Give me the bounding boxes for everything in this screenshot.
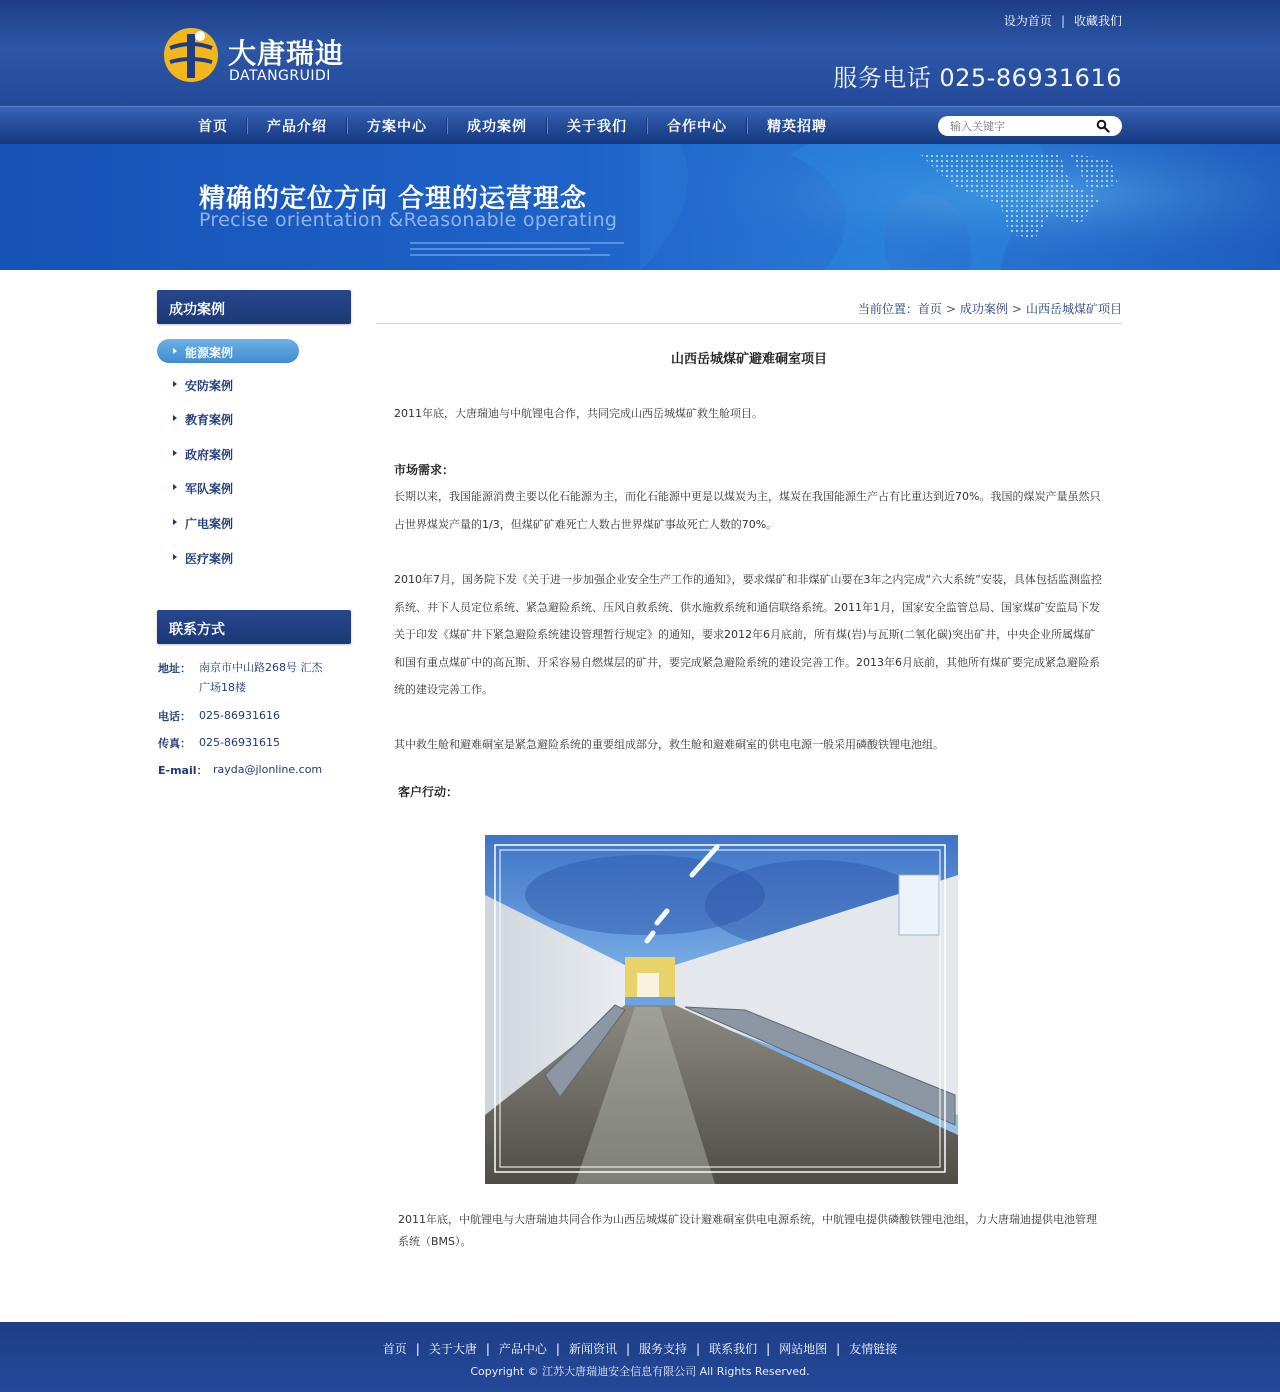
address-label: 地址： (158, 662, 191, 675)
logo-mark-icon (162, 26, 220, 84)
category-label: 军队案例 (185, 482, 234, 496)
arrow-right-icon (173, 484, 177, 490)
category-item-military[interactable] (157, 475, 299, 499)
breadcrumb-home-link[interactable]: 首页 (917, 302, 942, 316)
fax-label: 传真： (158, 737, 191, 750)
contact-panel-title: 联系方式 (169, 622, 225, 638)
cases-panel-header (157, 290, 351, 324)
category-label: 医疗案例 (185, 552, 234, 566)
article-intro: 2011年底，大唐瑞迪与中航锂电合作，共同完成山西岳城煤矿救生舱项目。 (394, 407, 763, 420)
hero-banner (0, 144, 1280, 270)
arrow-right-icon (173, 415, 177, 421)
address-line2: 广场18楼 (199, 681, 246, 694)
phone-value: 025-86931616 (199, 709, 280, 722)
banner-subtitle: Precise orientation &Reasonable operating (199, 209, 618, 231)
footer-link-friends[interactable]: 友情链接 (849, 1342, 898, 1356)
market-paragraph-1: 长期以来，我国能源消费主要以化石能源为主，而化石能源中更是以煤炭为主，煤炭在我国能源生产占有比重达到近70%。我国的煤炭产量虽然只占世界煤炭产量的1/3，但煤矿矿难死亡人数占世界煤矿事故死亡人数的70%。 (394, 490, 1101, 531)
decorative-dot-pattern (410, 240, 624, 264)
logo-chinese-name: 大唐瑞迪 (228, 37, 345, 70)
footer-link-sitemap[interactable]: 网站地图 (779, 1342, 828, 1356)
footer-link-contact[interactable]: 联系我们 (709, 1342, 758, 1356)
site-header (0, 0, 1280, 106)
action-heading: 客户行动： (398, 785, 459, 799)
chevron-right-icon: > (1011, 302, 1022, 316)
divider: | (766, 1342, 771, 1356)
address-line1: 南京市中山路268号 汇杰 (199, 661, 323, 674)
divider: | (555, 1342, 560, 1356)
breadcrumb (858, 300, 1122, 317)
world-map-graphic (640, 144, 1280, 270)
category-item-medical[interactable] (157, 545, 299, 569)
site-logo[interactable] (160, 22, 360, 88)
market-heading: 市场需求： (394, 463, 455, 477)
nav-item-products[interactable]: 产品介绍 (267, 119, 327, 135)
category-label: 政府案例 (185, 448, 234, 462)
favorite-link[interactable]: 收藏我们 (1073, 14, 1122, 28)
cases-panel-title: 成功案例 (169, 302, 225, 318)
fax-value: 025-86931615 (199, 736, 280, 749)
divider: | (1060, 14, 1065, 28)
divider: | (836, 1342, 841, 1356)
breadcrumb-divider (376, 323, 1122, 324)
category-label: 教育案例 (185, 413, 234, 427)
arrow-right-icon (173, 381, 177, 387)
arrow-right-icon (173, 519, 177, 525)
nav-item-solutions[interactable]: 方案中心 (367, 119, 427, 135)
arrow-right-icon (173, 450, 177, 456)
divider: | (696, 1342, 701, 1356)
category-label: 安防案例 (185, 379, 234, 393)
divider: | (625, 1342, 631, 1356)
top-links (1004, 12, 1122, 29)
nav-item-about[interactable]: 关于我们 (567, 119, 627, 135)
service-hotline: 服务电话 025-86931616 (833, 64, 1122, 92)
breadcrumb-prefix: 当前位置： (857, 302, 918, 316)
banner-title: 精确的定位方向 合理的运营理念 (199, 184, 588, 214)
contact-panel-header (157, 610, 351, 644)
footer-link-news[interactable]: 新闻资讯 (568, 1342, 617, 1356)
search-box (938, 116, 1122, 136)
site-footer (0, 1322, 1280, 1392)
action-paragraph-1: 2011年底，中航锂电与大唐瑞迪共同合作为山西岳城煤矿设计避难硐室供电电源系统，中航锂电提供磷酸铁锂电池组，力大唐瑞迪提供电池管理系统（BMS）。 (398, 1213, 1097, 1248)
chevron-right-icon: > (945, 302, 956, 316)
search-icon[interactable] (1096, 119, 1110, 133)
search-input[interactable] (950, 117, 1100, 135)
main-navbar (0, 106, 1280, 144)
divider: | (415, 1342, 420, 1356)
nav-item-cooperation[interactable]: 合作中心 (667, 119, 727, 135)
nav-item-home[interactable]: 首页 (198, 119, 228, 135)
category-label: 广电案例 (185, 517, 234, 531)
footer-link-about[interactable]: 关于大唐 (428, 1342, 477, 1356)
shelter-tunnel-photo (485, 835, 958, 1184)
category-item-broadcast[interactable] (157, 510, 299, 534)
nav-item-jobs[interactable]: 精英招聘 (767, 119, 827, 135)
category-item-education[interactable] (157, 406, 299, 430)
logo-english-name: DATANGRUIDI (229, 68, 331, 84)
footer-links (0, 1340, 1280, 1357)
nav-item-cases[interactable]: 成功案例 (467, 119, 527, 135)
breadcrumb-current[interactable]: 山西岳城煤矿项目 (1025, 302, 1122, 316)
category-label: 能源案例 (185, 346, 234, 360)
category-item-energy[interactable] (157, 339, 299, 363)
market-paragraph-3: 其中救生舱和避难硐室是紧急避险系统的重要组成部分，救生舱和避难硐室的供电电源一般采用磷酸铁锂电池组。 (394, 738, 944, 751)
market-paragraph-2: 2010年7月，国务院下发《关于进一步加强企业安全生产工作的通知》，要求煤矿和非煤矿山要在3年之内完成“六大系统”安装，具体包括监测监控系统、井下人员定位系统、紧急避险系统、压风自救系统、供水施救系统和通信联络系统。2011年1月，国家安全监管总局、国家煤矿安监局下发关于印发《煤矿井下紧急避险系统建设管理暂行规定》的通知，要求2012年6月底前，所有煤(岩)与瓦斯(二氧化碳)突出矿井，中央企业所属煤矿和国有重点煤矿中的高瓦斯、开采容易自燃煤层的矿井，要完成紧急避险系统的建设完善工作。2013年6月底前，其他所有煤矿要完成紧急避险系统的建设完善工作。 (394, 573, 1102, 696)
category-item-security[interactable] (157, 372, 299, 396)
email-label: E-mail： (158, 764, 208, 777)
copyright: Copyright © 江苏大唐瑞迪安全信息有限公司 All Rights Reserved. (470, 1365, 810, 1378)
set-home-link[interactable]: 设为首页 (1003, 14, 1052, 28)
footer-link-products[interactable]: 产品中心 (498, 1342, 547, 1356)
main-nav (180, 107, 846, 145)
arrow-right-icon (173, 348, 177, 354)
email-value[interactable]: rayda@jlonline.com (213, 763, 323, 776)
refuge-chamber-image (485, 835, 958, 1184)
breadcrumb-section-link[interactable]: 成功案例 (959, 302, 1008, 316)
footer-link-support[interactable]: 服务支持 (639, 1342, 688, 1356)
divider: | (485, 1342, 490, 1356)
article-title: 山西岳城煤矿避难硐室项目 (670, 352, 827, 367)
category-item-government[interactable] (157, 441, 299, 465)
footer-link-home[interactable]: 首页 (382, 1342, 407, 1356)
phone-label: 电话： (158, 710, 191, 723)
arrow-right-icon (173, 554, 177, 560)
